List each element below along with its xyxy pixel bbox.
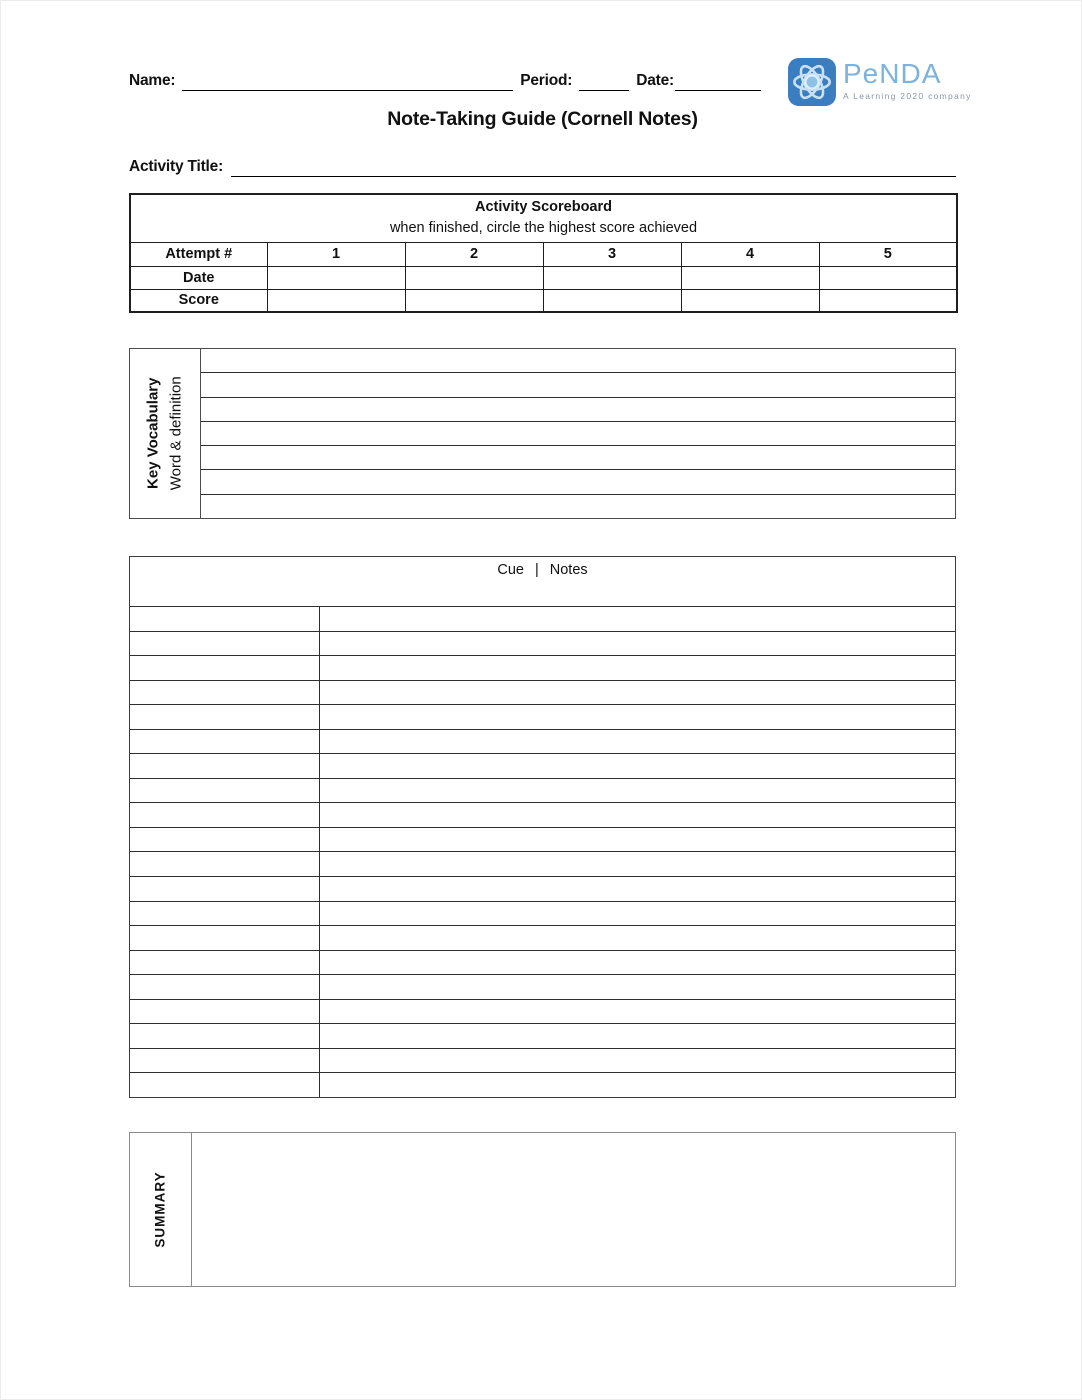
date-label: Date: [636,72,674,89]
cue-cell [130,681,320,705]
notes-cell [320,656,955,680]
cue-notes-row [130,1000,955,1025]
notes-cell [320,705,955,729]
vocabulary-row [201,349,955,373]
cue-notes-row [130,656,955,681]
page-title: Note-Taking Guide (Cornell Notes) [387,108,698,130]
cue-notes-row [130,828,955,853]
cue-cell [130,1024,320,1048]
date-blank-line [675,71,761,91]
cue-cell [130,632,320,656]
cue-notes-row [130,926,955,951]
vocabulary-row [201,446,955,470]
cue-notes-row [130,877,955,902]
vocabulary-label-subtitle: Word & definition [168,376,186,491]
cue-cell [130,607,320,631]
cue-notes-row [130,754,955,779]
cue-cell [130,705,320,729]
vocabulary-row [201,495,955,518]
attempt-number-row [130,242,957,266]
cue-cell [130,852,320,876]
score-blank-cell [267,289,405,312]
vocabulary-rows [201,349,955,518]
scoreboard-header-cell [130,194,957,242]
scoreboard-table [129,193,958,313]
summary-writing-area [192,1133,955,1286]
notes-cell [320,1073,955,1097]
notes-cell [320,754,955,778]
attempt-number-cell: 4 [681,242,819,266]
cue-cell [130,779,320,803]
score-row-label: Score [130,289,267,312]
cue-cell [130,1000,320,1024]
notes-cell [320,828,955,852]
cue-notes-row [130,607,955,632]
cue-notes-rows [130,607,955,1097]
vocabulary-row [201,373,955,397]
cue-notes-row [130,1024,955,1049]
header-row [129,65,761,91]
date-blank-cell [267,266,405,289]
cue-notes-row [130,730,955,755]
vocabulary-row [201,470,955,494]
notes-cell [320,1000,955,1024]
cue-notes-row [130,1073,955,1097]
cue-notes-row [130,902,955,927]
notes-cell [320,1024,955,1048]
attempt-number-cell: 3 [543,242,681,266]
score-row [130,289,957,312]
cue-cell [130,1049,320,1073]
period-blank-line [579,71,629,91]
notes-cell [320,951,955,975]
attempt-number-cell: 2 [405,242,543,266]
cue-cell [130,754,320,778]
cue-notes-row [130,779,955,804]
vocabulary-row [201,398,955,422]
notes-cell [320,975,955,999]
cue-cell [130,877,320,901]
cue-cell [130,951,320,975]
name-label: Name: [129,72,176,89]
cue-cell [130,730,320,754]
scoreboard-header-row [130,194,957,242]
name-blank-line [182,71,513,91]
vocabulary-table [129,348,956,519]
cue-notes-row [130,681,955,706]
cue-notes-row [130,975,955,1000]
notes-cell [320,926,955,950]
vocabulary-row [201,422,955,446]
activity-title-blank-line [231,157,956,177]
cue-notes-row [130,852,955,877]
cue-notes-divider: | [534,562,539,578]
date-blank-cell [543,266,681,289]
cue-notes-table [129,556,956,1098]
cue-header-label: Cue [497,562,524,578]
vocabulary-label-title: Key Vocabulary [144,377,162,490]
attempt-number-cell: 5 [819,242,957,266]
cue-cell [130,902,320,926]
date-row-label: Date [130,266,267,289]
attempt-row-label: Attempt # [130,242,267,266]
scoreboard-subtitle: when finished, circle the highest score achieved [389,220,698,237]
notes-cell [320,1049,955,1073]
score-blank-cell [681,289,819,312]
score-blank-cell [543,289,681,312]
cue-cell [130,1073,320,1097]
notes-header-label: Notes [549,562,588,578]
cue-cell [130,926,320,950]
cue-cell [130,828,320,852]
logo-brand-text: PeNDA [843,58,942,89]
notes-cell [320,902,955,926]
summary-section [129,1132,956,1287]
activity-title-row [129,153,956,177]
notes-cell [320,803,955,827]
cue-notes-row [130,1049,955,1074]
notes-cell [320,730,955,754]
date-blank-cell [405,266,543,289]
scoreboard-title: Activity Scoreboard [475,199,612,215]
cue-cell [130,656,320,680]
period-label: Period: [520,72,573,89]
notes-cell [320,607,955,631]
date-row [130,266,957,289]
notes-cell [320,779,955,803]
date-blank-cell [681,266,819,289]
cue-notes-row [130,951,955,976]
vocabulary-label-cell [130,349,201,518]
notes-cell [320,681,955,705]
penda-logo [787,57,972,115]
cue-notes-row [130,705,955,730]
notes-cell [320,877,955,901]
cue-notes-row [130,632,955,657]
cue-cell [130,975,320,999]
cue-notes-header [130,557,955,607]
cue-cell [130,803,320,827]
score-blank-cell [405,289,543,312]
summary-label: SUMMARY [153,1171,168,1248]
logo-tagline: A Learning 2020 company [843,91,972,101]
notes-cell [320,632,955,656]
notes-cell [320,852,955,876]
attempt-number-cell: 1 [267,242,405,266]
score-blank-cell [819,289,957,312]
atom-icon [787,57,837,107]
date-blank-cell [819,266,957,289]
summary-label-cell [130,1133,192,1286]
cue-notes-row [130,803,955,828]
activity-title-label: Activity Title: [129,158,224,175]
